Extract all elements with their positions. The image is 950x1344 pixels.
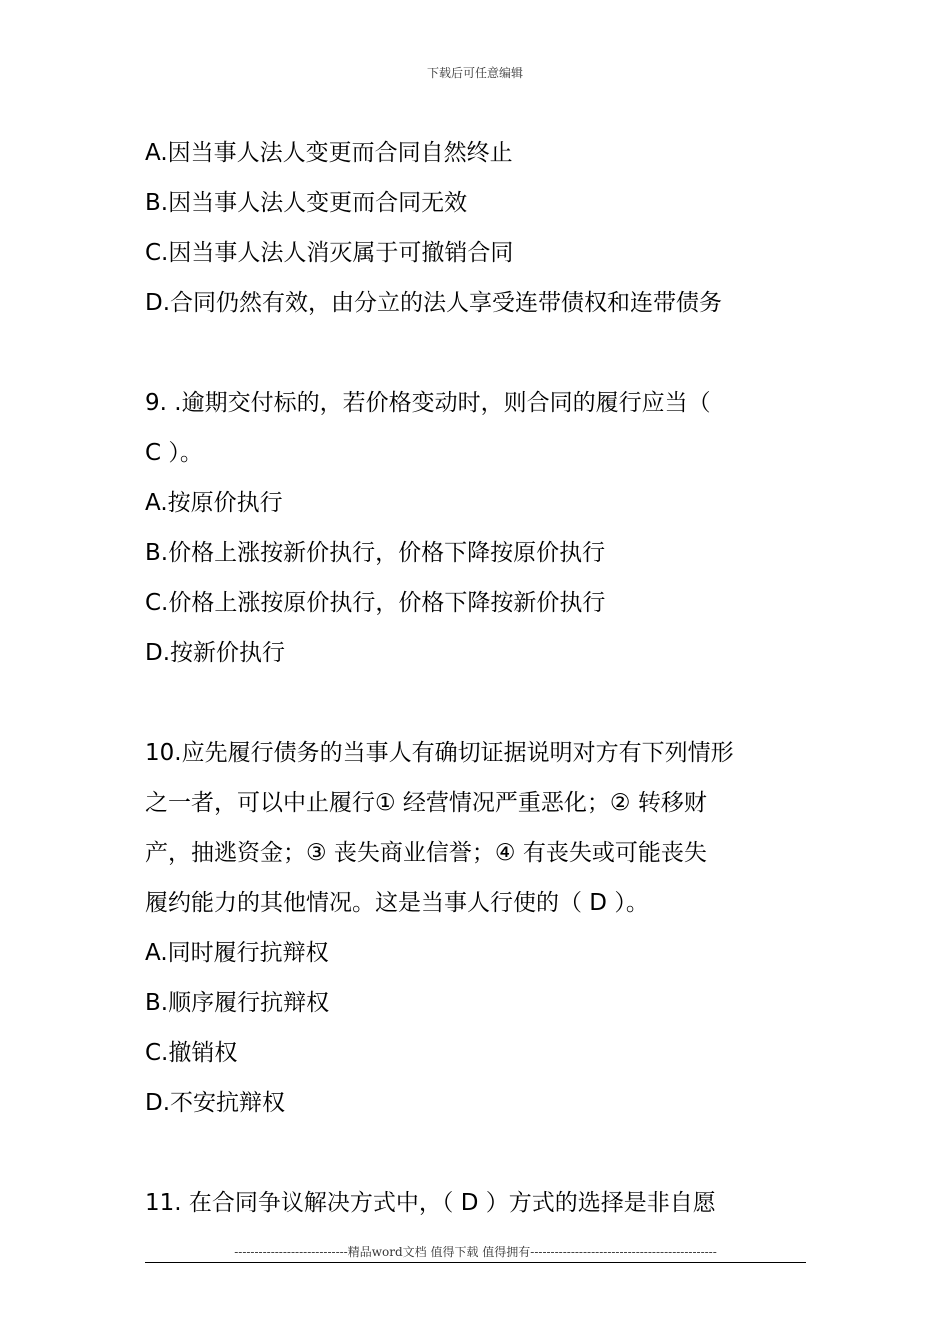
option-line: B.顺序履行抗辩权 bbox=[145, 990, 330, 1016]
footer-rule bbox=[145, 1262, 806, 1263]
question-11-line: 11. 在合同争议解决方式中，（ D ）方式的选择是非自愿 bbox=[145, 1190, 716, 1216]
question-10-line: 产，抽逃资金；③ 丧失商业信誉；④ 有丧失或可能丧失 bbox=[145, 840, 707, 866]
paragraph-gap bbox=[145, 328, 810, 378]
option-line: A.因当事人法人变更而合同自然终止 bbox=[145, 140, 513, 166]
paragraph-gap bbox=[145, 1128, 810, 1178]
question-9-line: 9. .逾期交付标的，若价格变动时，则合同的履行应当（ bbox=[145, 390, 711, 416]
question-10-line: 之一者，可以中止履行① 经营情况严重恶化；② 转移财 bbox=[145, 790, 707, 816]
option-line: D.不安抗辩权 bbox=[145, 1090, 286, 1116]
option-line: A.同时履行抗辩权 bbox=[145, 940, 329, 966]
question-10-line: 10.应先履行债务的当事人有确切证据说明对方有下列情形 bbox=[145, 740, 734, 766]
option-line: C.因当事人法人消灭属于可撤销合同 bbox=[145, 240, 514, 266]
option-line: D.按新价执行 bbox=[145, 640, 286, 666]
page-footer: ----------------------------精品word文档 值得下载 值得拥有---------------------------------------------- bbox=[234, 1245, 717, 1259]
paragraph-gap bbox=[145, 678, 810, 728]
option-line: C.价格上涨按原价执行，价格下降按新价执行 bbox=[145, 590, 606, 616]
question-10-line: 履约能力的其他情况。这是当事人行使的（ D ）。 bbox=[145, 890, 649, 916]
option-line: B.因当事人法人变更而合同无效 bbox=[145, 190, 468, 216]
question-9-line: C ）。 bbox=[145, 440, 203, 466]
option-line: A.按原价执行 bbox=[145, 490, 283, 516]
option-line: B.价格上涨按新价执行，价格下降按原价执行 bbox=[145, 540, 606, 566]
option-line: C.撤销权 bbox=[145, 1040, 238, 1066]
document-body bbox=[145, 128, 810, 1228]
option-line: D.合同仍然有效，由分立的法人享受连带债权和连带债务 bbox=[145, 290, 723, 316]
page-header: 下载后可任意编辑 bbox=[426, 66, 523, 80]
